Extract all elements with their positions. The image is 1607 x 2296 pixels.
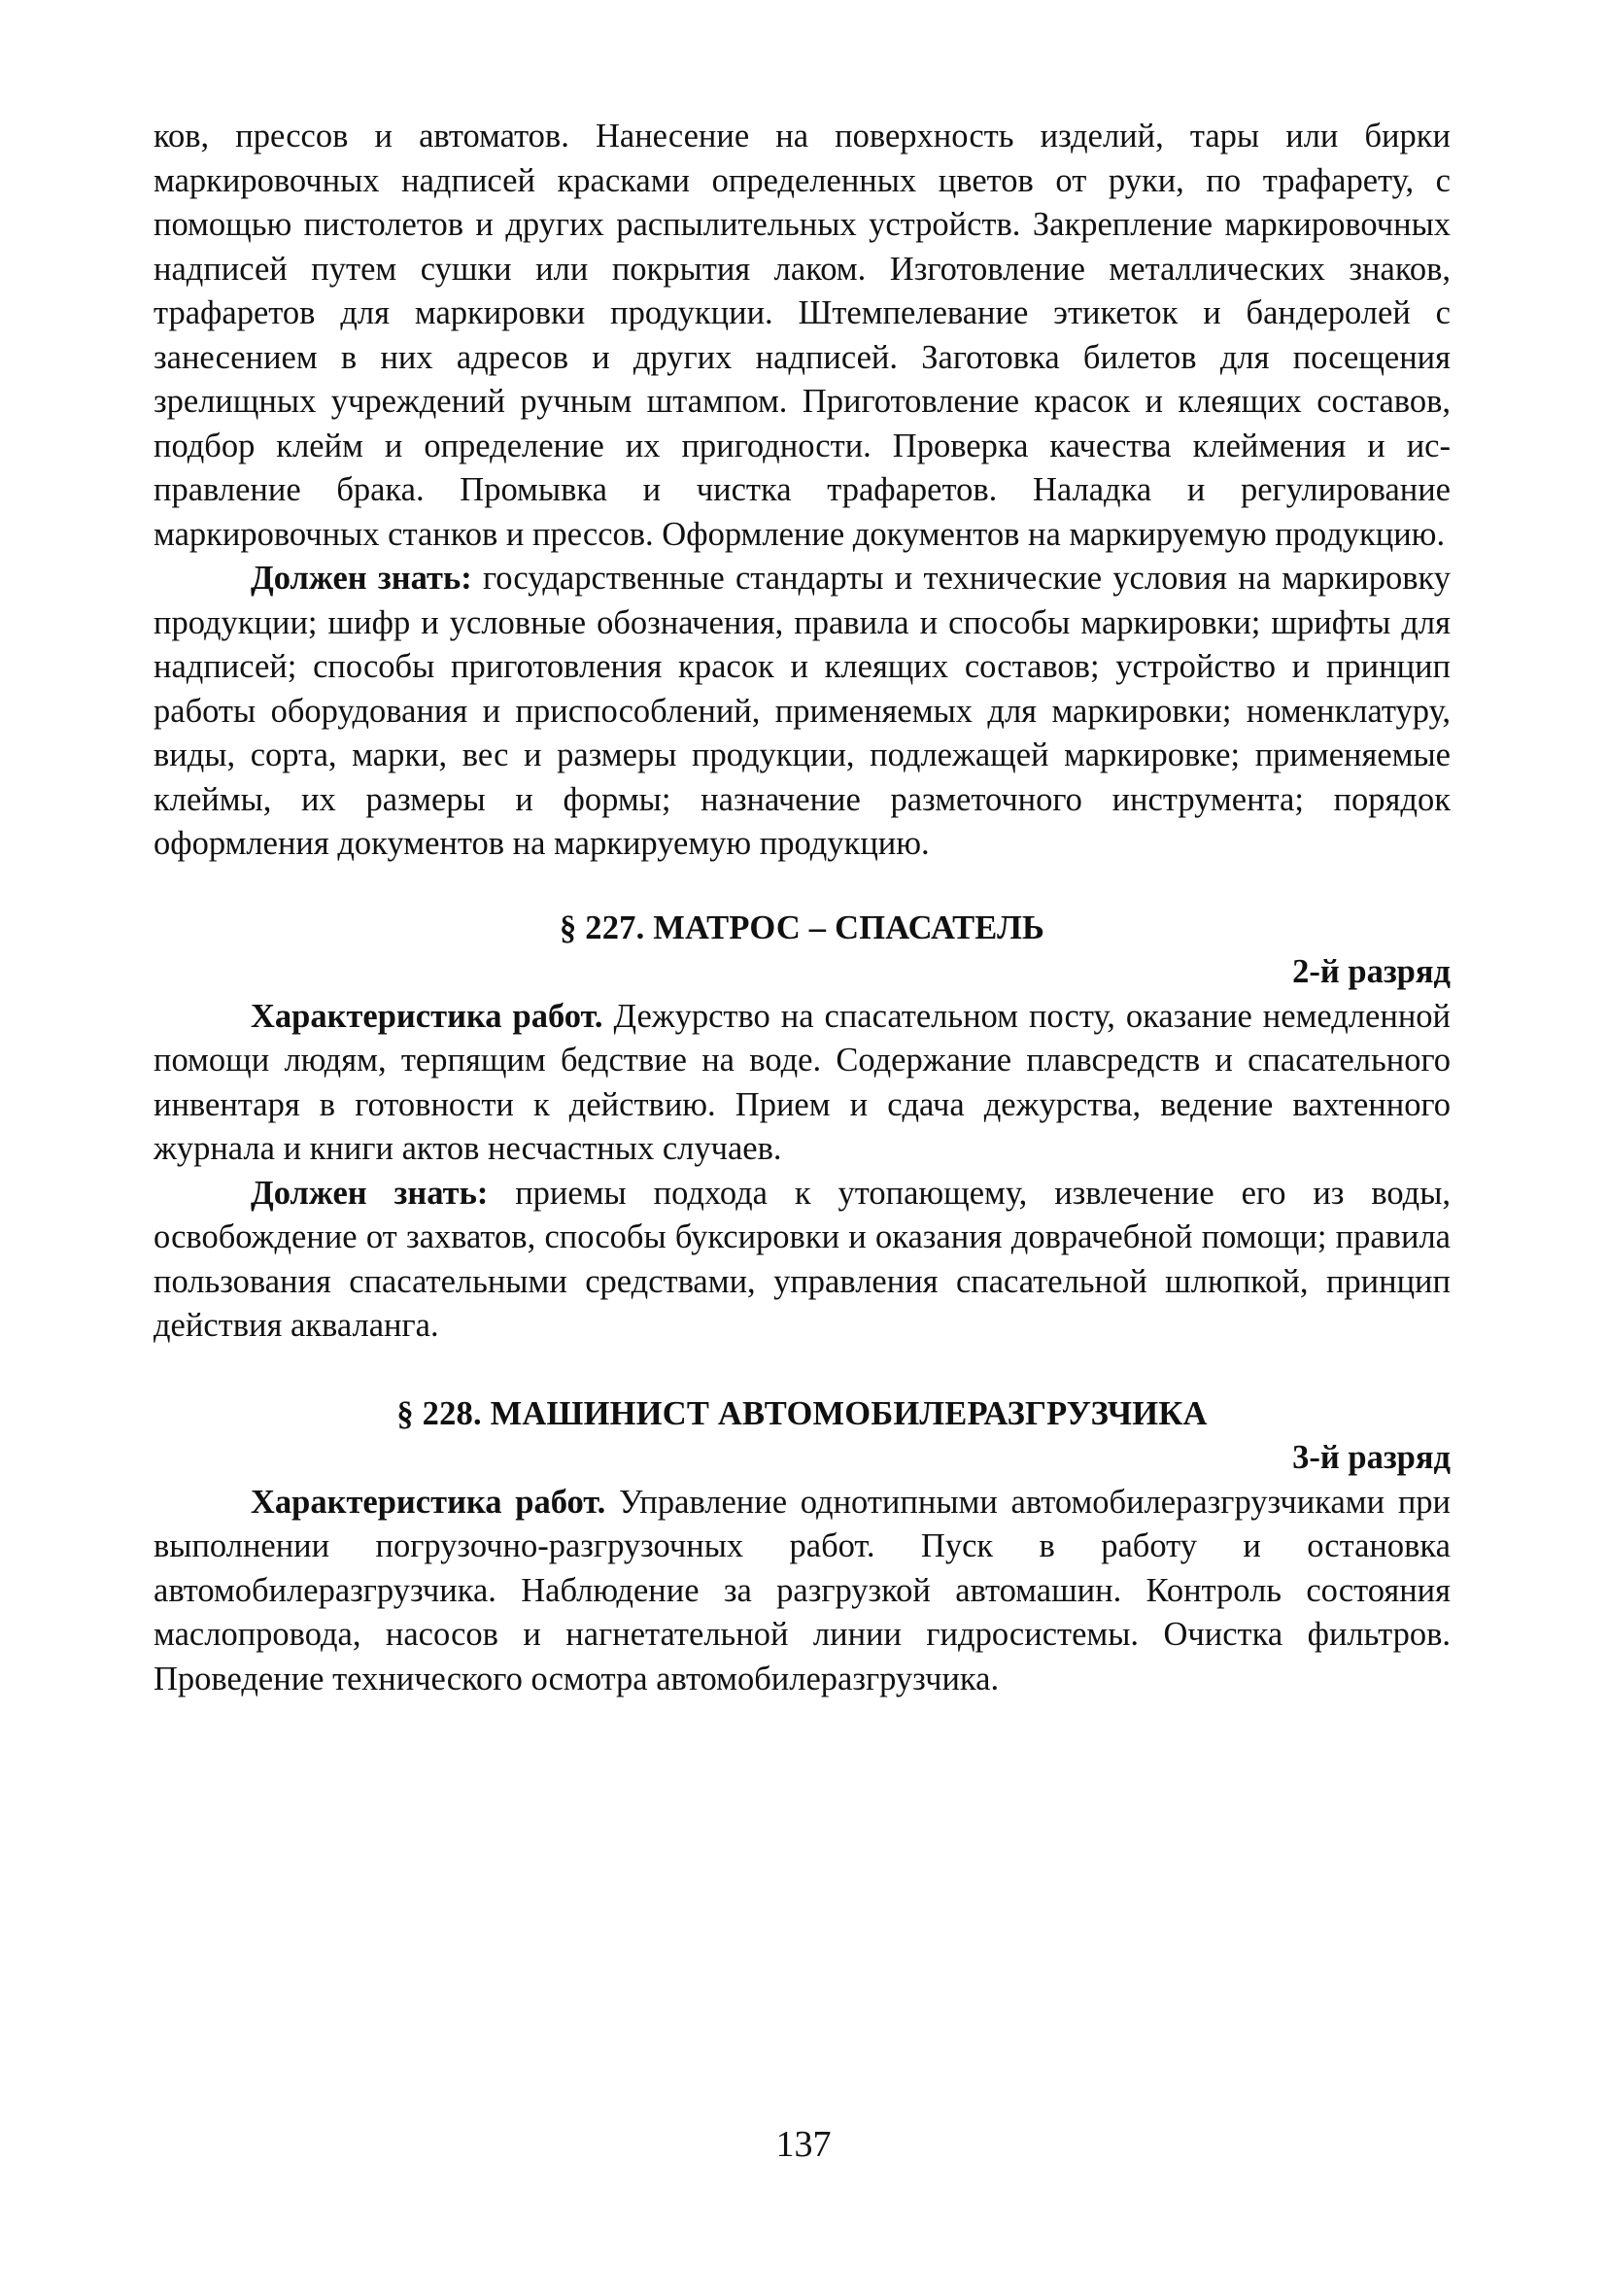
knowledge-text-226: государственные стандарты и технические условия на маркировку продукции; шифр и условные обозначения, правила и способы маркировки; шрифты для надписей; способы приготовления красок и клеящих составов; устройство и принцип работы оборудования и приспособлений, применяемых для маркировки; номенклатуру, виды, сорта, марки, вес и размеры продукции, подлежащей маркировке; применяемые клеймы, их размеры и формы; назначение разметочного инструмента; порядок оформления документов на маркируемую продукцию. [154, 560, 1452, 862]
page-number: 137 [775, 2124, 832, 2165]
grade-227: 2-й разряд [1292, 953, 1451, 990]
page-body [154, 115, 1451, 1701]
knowledge-paragraph-226 [154, 557, 1451, 867]
characteristics-paragraph-227 [154, 995, 1451, 1172]
intro-paragraph: ков, прессов и автоматов. Нанесение на поверхность изделий, тары или бирки маркировочных надписей красками определенных цветов от руки, по трафарету, с помощью пистолетов и других распылительных устройств. Закрепление маркировочных надписей путем сушки или покрытия лаком. Изготовление металлических знаков, трафаретов для маркировки продукции. Штемпелевание этикеток и бандеролей с занесением в них адресов и других надписей. Заготовка билетов для посещения зрелищных учреждений ручным штампом. Приготовление красок и клеящих составов, подбор клейм и определение их пригодности. Проверка качества клеймения и исправление брака. Промывка и чистка трафаретов. Наладка и регулирование маркировочных станков и прессов. Оформление документов на маркируемую продукцию. [154, 118, 1451, 553]
characteristics-text-227: Дежурство на спасательном посту, оказание немедленной помощи людям, терпящим бедствие на воде. Содержание плавсредств и спасательного инвентаря в готовности к действию. Прием и сдача дежурства, ведение вахтенного журнала и книги актов несчастных случаев. [154, 997, 1451, 1167]
knowledge-text-227: приемы подхода к утопающему, извлечение его из воды, освобождение от захватов, способы буксировки и оказания доврачебной помощи; правила пользования спасательными средствами, управления спасательной шлюпкой, принцип действия акваланга. [154, 1174, 1452, 1344]
section-title-228: § 228. МАШИНИСТ АВТОМОБИЛЕРАЗГРУЗЧИКА [396, 1394, 1208, 1432]
characteristics-text-228: Управление однотипными автомобилеразгрузчиками при выполнении погрузочно-разгрузочных работ. Пуск в работу и остановка автомобилеразгрузчика. Наблюдение за разгрузкой автомашин. Контроль состояния маслопровода, насосов и нагнетательной линии гидросистемы. Очистка фильтров. Проведение технического осмотра автомобилеразгрузчика. [154, 1483, 1451, 1697]
knowledge-paragraph-227 [154, 1172, 1451, 1349]
characteristics-lead-227: Характеристика работ. [251, 997, 603, 1035]
characteristics-lead-228: Характеристика работ. [251, 1483, 606, 1521]
knowledge-lead-227: Должен знать: [251, 1174, 489, 1212]
section-title-227: § 227. МАТРОС – СПАСАТЕЛЬ [560, 908, 1044, 946]
knowledge-lead-226: Должен знать: [251, 560, 472, 597]
characteristics-paragraph-228 [154, 1481, 1451, 1702]
grade-228: 3-й разряд [1292, 1439, 1451, 1476]
